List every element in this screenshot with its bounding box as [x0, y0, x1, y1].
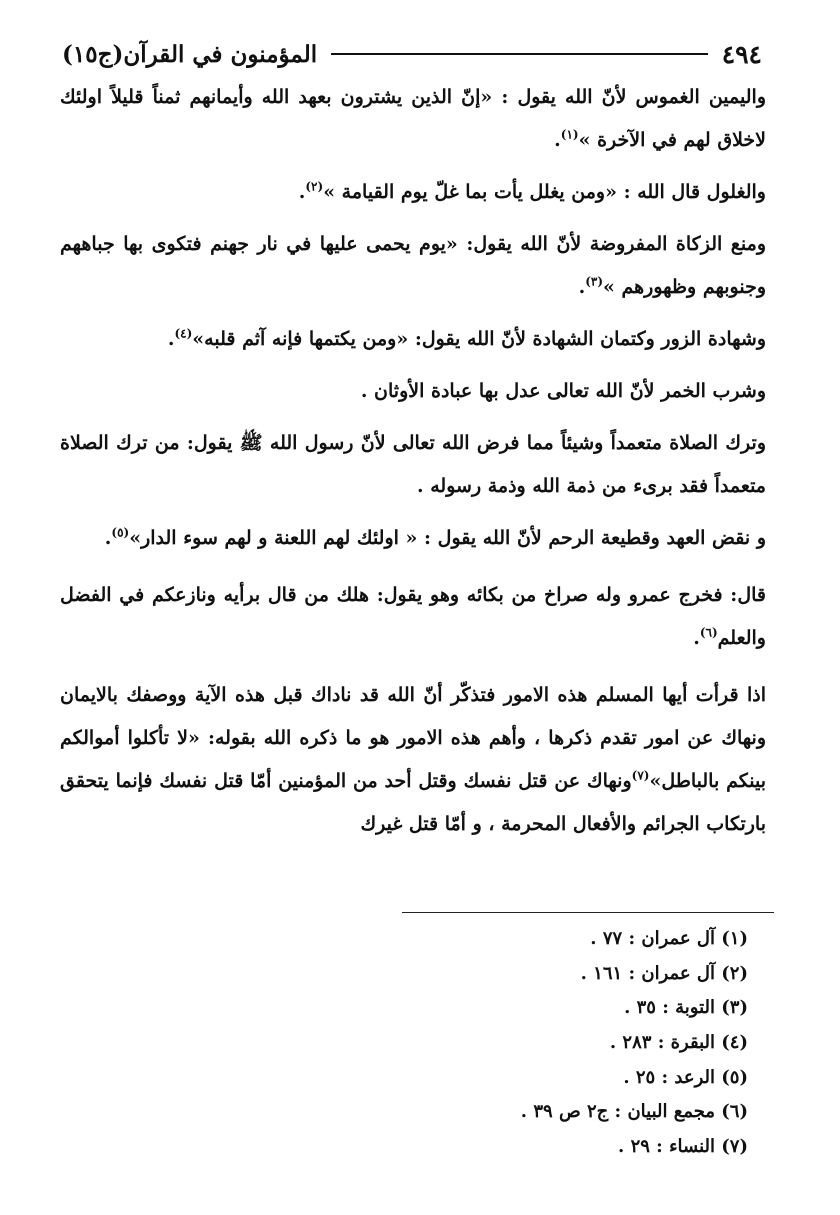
paragraph-tail: . — [298, 181, 306, 203]
footnote-item: (٦) مجمع البيان : ج٢ ص ٣٩ . — [520, 1101, 748, 1123]
body-text — [60, 76, 766, 855]
paragraph-text: واليمين الغموس لأنّ الله يقول : «إنّ الذين يشترون بعهد الله وأيمانهم ثمناً قليلاً اولئك لاخلاق لهم في الآخرة » — [60, 86, 766, 151]
paragraph-tail: ونهاك عن قتل نفسك وقتل أحد من المؤمنين أمّا قتل نفسك فإنما يتحقق بارتكاب الجرائم والأفعال المحرمة ، و أمّا قتل غيرك — [60, 770, 766, 835]
running-title: المؤمنون في القرآن(ج١٥) — [62, 40, 318, 68]
paragraph — [60, 674, 766, 846]
paragraph-tail: . — [167, 328, 175, 350]
page-header — [62, 34, 762, 74]
footnote-item: (٤) البقرة : ٢٨٣ . — [609, 1032, 748, 1054]
footnotes — [328, 922, 748, 1165]
paragraph-text: ومنع الزكاة المفروضة لأنّ الله يقول: «يوم يحمى عليها في نار جهنم فتكوى بها جباههم وجنوبهم وظهورهم » — [60, 233, 766, 298]
paragraph-tail: . — [104, 527, 112, 549]
paragraph-text: قال: فخرج عمرو وله صراخ من بكائه وهو يقول: هلك من قال برأيه ونازعكم في الفضل والعلم — [60, 584, 766, 649]
footnote-ref: (٣) — [585, 274, 604, 289]
footnote-item: (١) آل عمران : ٧٧ . — [590, 928, 748, 949]
paragraph-text: اذا قرأت أيها المسلم هذه الامور فتذكّر أنّ الله قد ناداك قبل هذه الآية ووصفك بالايمان ونهاك عن امور تقدم ذكرها ، وأهم هذه الامور هو ما ذكره الله بقوله: «لا تأكلوا أموالكم بينكم بالباطل» — [60, 684, 766, 792]
page-number: ٤٩٤ — [721, 39, 762, 69]
paragraph-tail: . — [578, 276, 586, 298]
footnote-item: (٣) التوبة : ٣٥ . — [624, 997, 748, 1019]
paragraph-text: و نقض العهد وقطيعة الرحم لأنّ الله يقول : « اولئك لهم اللعنة و لهم سوء الدار» — [129, 527, 766, 549]
header-rule — [331, 53, 708, 55]
paragraph-text: وشهادة الزور وكتمان الشهادة لأنّ الله يقول: «ومن يكتمها فإنه آثم قلبه» — [192, 328, 766, 350]
footnote-ref: (٢) — [305, 179, 324, 194]
paragraph-text: وشرب الخمر لأنّ الله تعالى عدل بها عبادة الأوثان . — [360, 380, 766, 402]
paragraph-text: وترك الصلاة متعمداً وشيئاً مما فرض الله تعالى لأنّ رسول الله ﷺ يقول: من ترك الصلاة متعمداً فقد برىء من ذمة الله وذمة رسوله . — [60, 432, 766, 497]
footnote-ref: (٧) — [631, 768, 650, 783]
paragraph — [60, 318, 766, 361]
footnote-ref: (١) — [560, 127, 579, 142]
paragraph — [60, 223, 766, 309]
paragraph-tail: . — [693, 627, 700, 649]
paragraph — [60, 171, 766, 214]
paragraph — [60, 517, 766, 560]
paragraph — [60, 422, 766, 508]
paragraph-tail: . — [554, 129, 561, 151]
footnote-ref: (٤) — [174, 326, 193, 341]
footnote-item: (٥) الرعد : ٢٥ . — [623, 1066, 748, 1088]
footnote-item: (٧) النساء : ٢٩ . — [618, 1136, 748, 1158]
footnote-ref: (٦) — [699, 625, 718, 640]
paragraph — [60, 76, 766, 162]
paragraph-text: والغلول قال الله : «ومن يغلل يأت بما غلّ يوم القيامة » — [323, 181, 766, 203]
paragraph — [60, 370, 766, 413]
paragraph — [60, 574, 766, 660]
footnote-item: (٢) آل عمران : ١٦١ . — [580, 962, 748, 984]
footnote-ref: (٥) — [111, 525, 130, 540]
footnote-divider — [402, 912, 774, 913]
